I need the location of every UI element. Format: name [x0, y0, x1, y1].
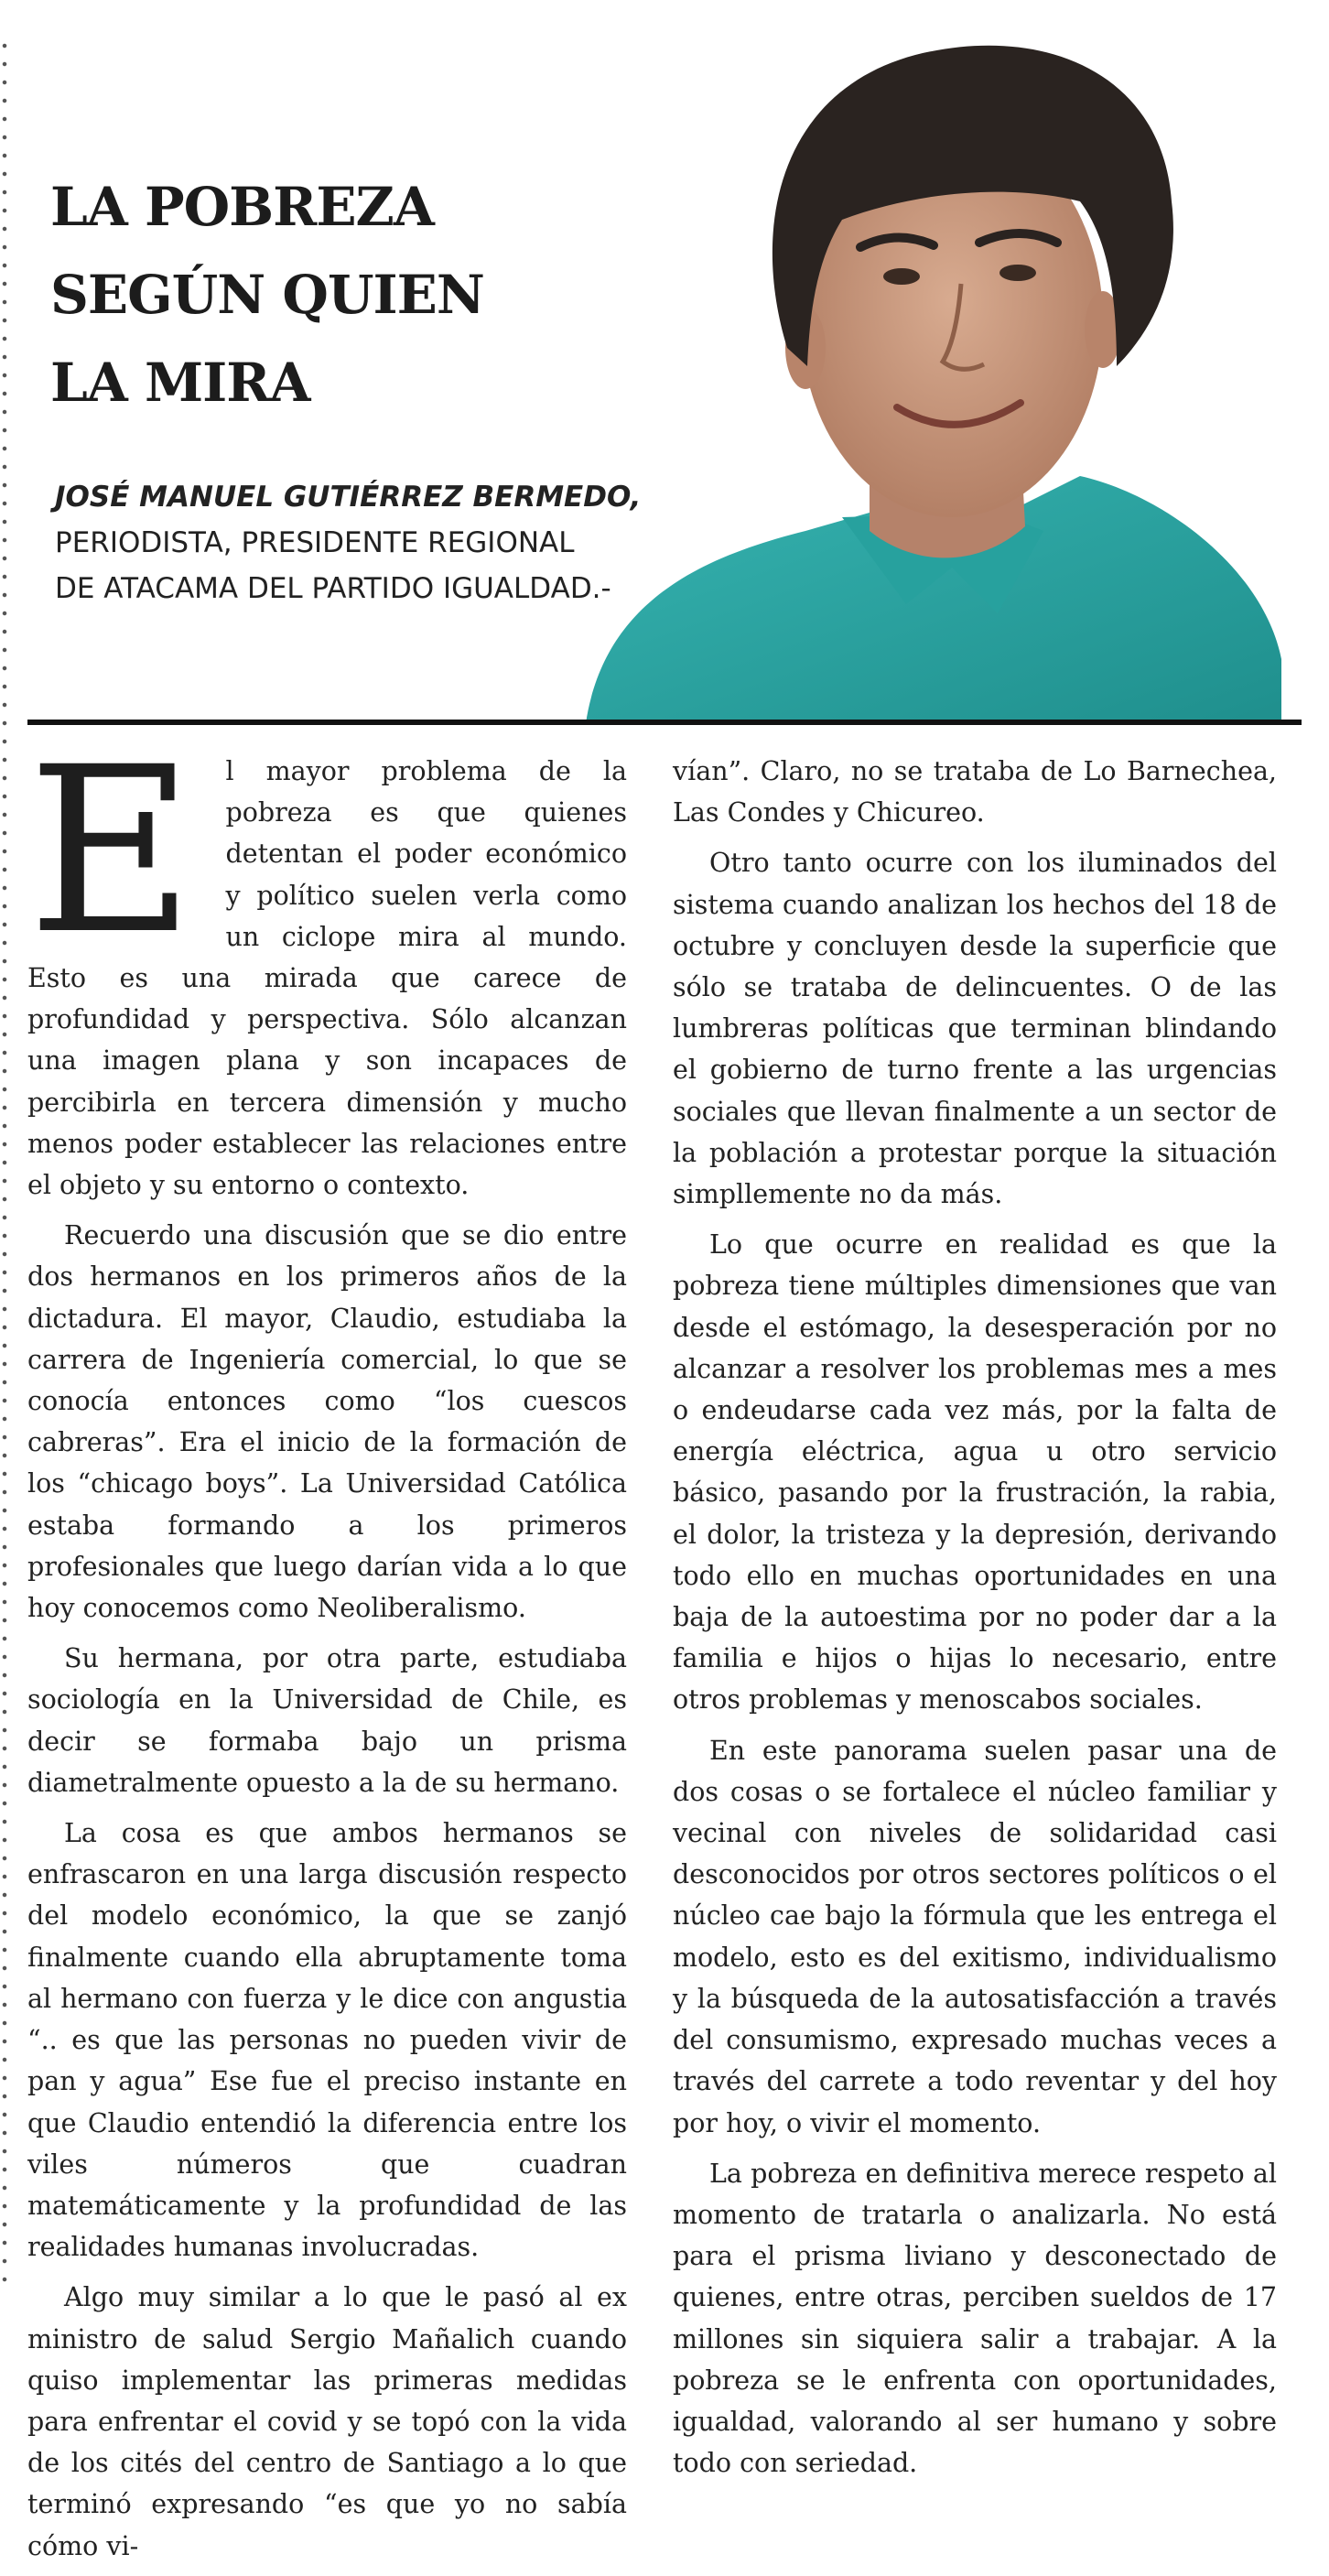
paragraph: La cosa es que ambos hermanos se enfrascaron en una larga discusión respecto del modelo económico, la que se zanjó finalmente cuando ella abruptamente toma al hermano con fuerza y le dice con angustia “.. es que las personas no pueden vivir de pan y agua” Ese fue el preciso instante en que Claudio entendió la diferencia entre los viles números que cuadran matemáticamente y la profundidad de las realidades humanas involucradas.: [27, 1818, 627, 2263]
article-column-left: [27, 718, 627, 2576]
paragraph: Recuerdo una discusión que se dio entre dos hermanos en los primeros años de la dictadura. El mayor, Claudio, estudiaba la carrera de Ingeniería comercial, lo que se conocía entonces como “los cuescos cabreras”. Era el inicio de la formación de los “chicago boys”. La Universidad Católica estaba formando a los primeros profesionales que luego darían vida a lo que hoy conocemos como Neoliberalismo.: [27, 1220, 627, 1624]
title-line: LA MIRA: [50, 352, 310, 414]
author-portrait: [567, 18, 1300, 723]
paragraph: Su hermana, por otra parte, estudiaba sociología en la Universidad de Chile, es decir se formaba bajo un prisma diametralmente opuesto a la de su hermano.: [27, 1643, 627, 1798]
author-name: JOSÉ MANUEL GUTIÉRREZ BERMEDO,: [55, 481, 642, 514]
author-role: PERIODISTA, PRESIDENTE REGIONAL: [55, 526, 575, 559]
section-divider: [27, 720, 1302, 725]
paragraph-text: l mayor problema de la pobreza es que quienes detentan el poder económico y político suelen verla como un ciclope mira al mundo. Esto es una mirada que carece de profundidad y perspectiva. Sólo alcanzan una imagen plana y son incapaces de percibirla en tercera dimensión y mucho menos poder establecer las relaciones entre el objeto y su entorno o contexto.: [27, 756, 627, 1201]
paragraph: En este panorama suelen pasar una de dos cosas o se fortalece el núcleo familiar y vecinal con niveles de solidaridad casi desconocidos por otros sectores políticos o el núcleo cae bajo la fórmula que les entrega el modelo, esto es del exitismo, individualismo y la búsqueda de la autosatisfacción a través del consumismo, expresado muchas veces a través del carrete a todo reventar y del hoy por hoy, o vivir el momento.: [673, 1735, 1277, 2138]
paragraph: Lo que ocurre en realidad es que la pobreza tiene múltiples dimensiones que van desde el estómago, la desesperación por no alcanzar a resolver los problemas mes a mes o endeudarse cada vez más, por la falta de energía eléctrica, agua u otro servicio básico, pasando por la frustración, la rabia, el dolor, la tristeza y la depresión, derivando todo ello en muchas oportunidades en una baja de la autoestima por no poder dar a la familia e hijos o hijas lo necesario, entre otros problemas y menoscabos sociales.: [673, 1229, 1277, 1716]
title-line: SEGÚN QUIEN: [50, 264, 484, 326]
title-line: LA POBREZA: [50, 176, 434, 238]
drop-cap: E: [27, 718, 195, 984]
dotted-cut-line: [0, 37, 9, 2289]
author-role: DE ATACAMA DEL PARTIDO IGUALDAD.-: [55, 572, 611, 605]
article-column-right: [673, 751, 1277, 2493]
paragraph: [27, 718, 627, 1206]
paragraph: La pobreza en definitiva merece respeto al momento de tratarla o analizarla. No está para el prisma liviano y desconectado de quienes, entre otras, perciben sueldos de 17 millones sin siquiera salir a trabajar. A la pobreza se le enfrenta con oportunidades, igualdad, valorando al ser humano y sobre todo con seriedad.: [673, 2158, 1277, 2479]
paragraph: Otro tanto ocurre con los iluminados del sistema cuando analizan los hechos del 18 de octubre y concluyen desde la superficie que sólo se trataba de delincuentes. O de las lumbreras políticas que terminan blindando el gobierno de turno frente a las urgencias sociales que llevan finalmente a un sector de la población a protestar porque la situación simpllemente no da más.: [673, 848, 1277, 1210]
article-title: [50, 163, 484, 427]
paragraph: vían”. Claro, no se trataba de Lo Barnechea, Las Condes y Chicureo.: [673, 756, 1277, 828]
paragraph: Algo muy similar a lo que le pasó al ex ministro de salud Sergio Mañalich cuando quiso implementar las primeras medidas para enfrentar el covid y se topó con la vida de los cités del centro de Santiago a lo que terminó expresando “es que yo no sabía cómo vi-: [27, 2282, 627, 2561]
